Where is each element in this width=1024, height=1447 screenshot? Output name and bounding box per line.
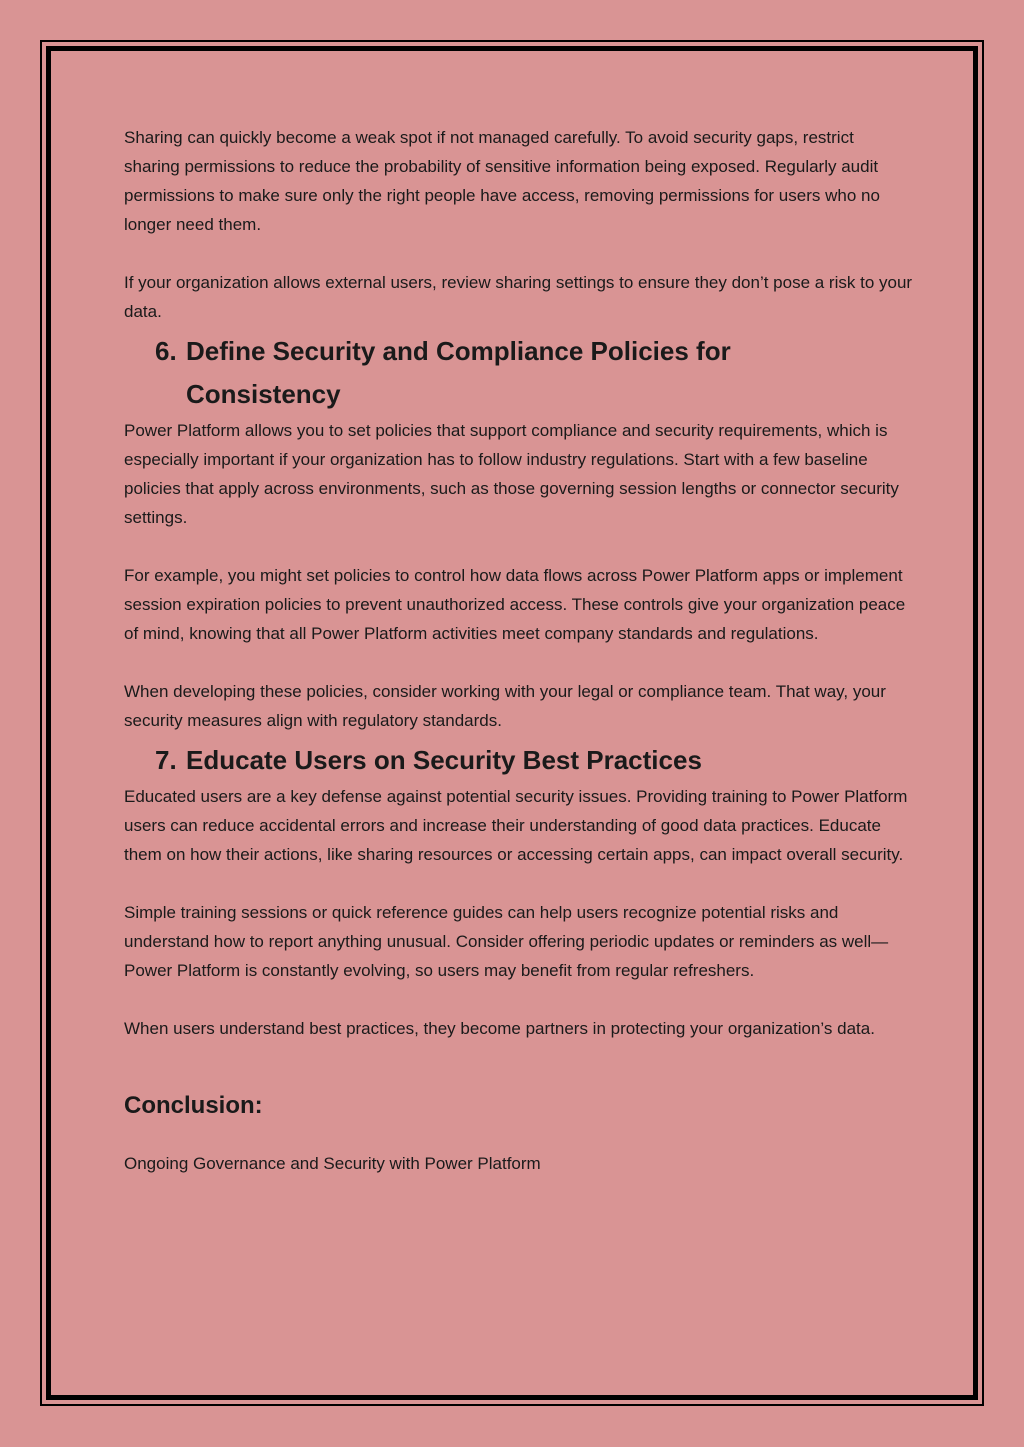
section-6-title: Define Security and Compliance Policies for Consistency xyxy=(186,336,731,409)
section-6-paragraph-1: Power Platform allows you to set policies that support compliance and security requirements, which is especially important if your organization has to follow industry regulations. Start with a few baseline policies that apply across environments, such as those governing session lengths or connector security settings. xyxy=(124,421,899,527)
section-7-paragraph-2: Simple training sessions or quick reference guides can help users recognize potential risks and understand how to report anything unusual. Consider offering periodic updates or reminders as well—Power Platform is constantly evolving, so users may benefit from regular refreshers. xyxy=(124,903,889,980)
section-7-paragraph-1: Educated users are a key defense against potential security issues. Providing training to Power Platform users can reduce accidental errors and increase their understanding of good data practices. Educate them on how their actions, like sharing resources or accessing certain apps, can impact overall security. xyxy=(124,787,908,864)
section-7-title: Educate Users on Security Best Practices xyxy=(186,745,702,775)
section-7-heading xyxy=(124,739,914,782)
section-7-number: 7. xyxy=(155,745,177,775)
section-6-paragraph-2: For example, you might set policies to control how data flows across Power Platform apps or implement session expiration policies to prevent unauthorized access. These controls give your organization peace of mind, knowing that all Power Platform activities meet company standards and regulations. xyxy=(124,566,906,643)
section-6-heading xyxy=(124,330,914,416)
intro-paragraph-2: If your organization allows external users, review sharing settings to ensure they don’t pose a risk to your data. xyxy=(124,273,913,321)
conclusion-paragraph: Ongoing Governance and Security with Power Platform xyxy=(124,1154,541,1173)
section-6-paragraph-3: When developing these policies, consider working with your legal or compliance team. That way, your security measures align with regulatory standards. xyxy=(124,682,886,730)
document-body xyxy=(124,123,914,1178)
conclusion-heading: Conclusion: xyxy=(124,1092,263,1119)
section-7-paragraph-3: When users understand best practices, they become partners in protecting your organization’s data. xyxy=(124,1019,875,1038)
intro-paragraph-1: Sharing can quickly become a weak spot if not managed carefully. To avoid security gaps, restrict sharing permissions to reduce the probability of sensitive information being exposed. Regularly audit permissions to make sure only the right people have access, removing permissions for users who no longer need them. xyxy=(124,128,880,234)
section-6-number: 6. xyxy=(155,336,177,366)
